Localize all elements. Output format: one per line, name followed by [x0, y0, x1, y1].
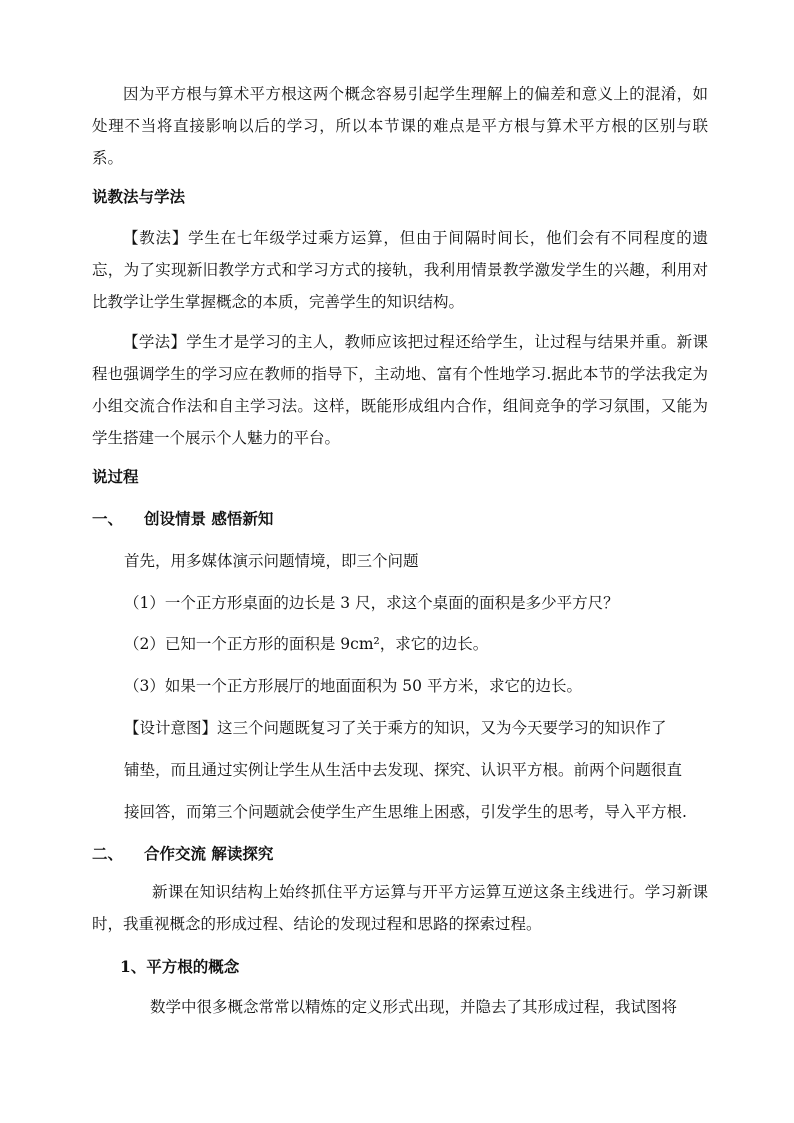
design-intent-line-3: 接回答，而第三个问题就会使学生产生思维上困惑，引发学生的思考，导入平方根.: [124, 803, 687, 821]
difficulty-paragraph: 因为平方根与算术平方根这两个概念容易引起学生理解上的偏差和意义上的混淆，如处理不当将直接影响以后的学习，所以本节课的难点是平方根与算术平方根的区别与联系。: [92, 85, 708, 167]
section2-title: 合作交流 解读探究: [144, 844, 274, 863]
section1-title: 创设情景 感悟新知: [144, 509, 274, 528]
section2-number: 二、: [92, 844, 124, 863]
section2-heading: [92, 843, 273, 865]
design-intent-line-2: 铺垫，而且通过实例让学生从生活中去发现、探究、认识平方根。前两个问题很直: [124, 761, 683, 779]
heading-method: 说教法与学法: [92, 187, 186, 206]
learning-method-paragraph: 【学法】学生才是学习的主人，教师应该把过程还给学生，让过程与结果并重。新课程也强调学生的学习应在教师的指导下，主动地、富有个性地学习.据此本节的学法我定为小组交流合作法和自主学习法。这样，既能形成组内合作，组间竞争的学习氛围，又能为学生搭建一个展示个人魅力的平台。: [92, 333, 708, 447]
sub1-paragraph: 数学中很多概念常常以精炼的定义形式出现，并隐去了其形成过程，我试图将: [150, 998, 678, 1016]
question-3: （3）如果一个正方形展厅的地面面积为 50 平方米，求它的边长。: [124, 677, 582, 695]
teaching-method-paragraph: 【教法】学生在七年级学过乘方运算，但由于间隔时间长，他们会有不同程度的遗忘，为了实现新旧教学方式和学习方式的接轨，我利用情景教学激发学生的兴趣，利用对比教学让学生掌握概念的本质，完善学生的知识结构。: [92, 229, 708, 311]
subheading-square-root-concept: 1、平方根的概念: [120, 957, 240, 976]
section1-number: 一、: [92, 509, 124, 528]
question-1: （1）一个正方形桌面的边长是 3 尺，求这个桌面的面积是多少平方尺？: [124, 594, 619, 612]
section1-heading: [92, 508, 273, 530]
heading-process: 说过程: [92, 467, 139, 486]
design-intent-line-1: 【设计意图】这三个问题既复习了关于乘方的知识，又为今天要学习的知识作了: [124, 719, 667, 737]
section1-intro: 首先，用多媒体演示问题情境，即三个问题: [124, 552, 419, 570]
section2-paragraph: 新课在知识结构上始终抓住平方运算与开平方运算互逆这条主线进行。学习新课时，我重视概念的形成过程、结论的发现过程和思路的探索过程。: [92, 883, 708, 933]
question-2: （2）已知一个正方形的面积是 9cm²，求它的边长。: [124, 635, 489, 653]
